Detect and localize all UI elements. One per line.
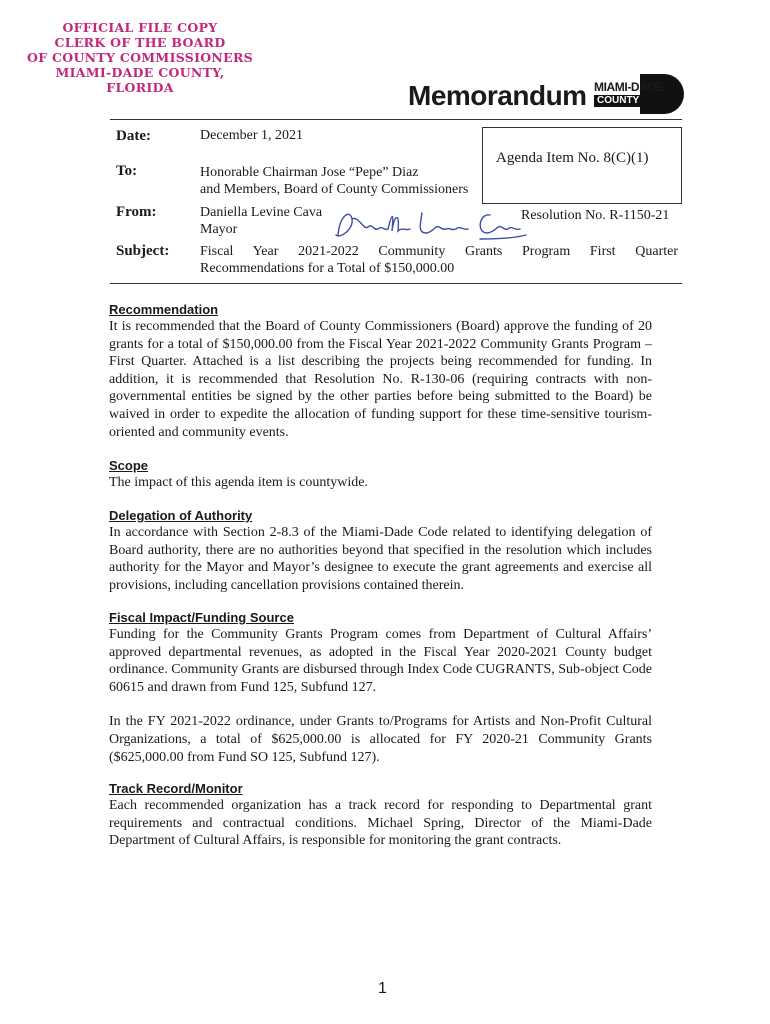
track-record-section	[109, 781, 652, 850]
section-heading: Delegation of Authority	[109, 508, 253, 523]
stamp-line-3: OF COUNTY COMMISSIONERS	[27, 50, 253, 65]
from-line-1: Daniella Levine Cava	[200, 205, 323, 220]
stamp-line-2: CLERK OF THE BOARD	[54, 35, 226, 50]
from-value	[200, 204, 322, 238]
section-body: The impact of this agenda item is countywide.	[109, 475, 368, 490]
recommendation-section	[109, 302, 652, 441]
logo-text-bottom: COUNTY	[594, 95, 642, 107]
section-body-paragraph-2: In the FY 2021-2022 ordinance, under Grants to/Programs for Artists and Non-Profit Cultural Organizations, a total of $625,000.00 is allocated for FY 2020-21 Community Grants ($625,000.00 from Fund SO 125, Subfund 127).	[109, 714, 652, 765]
subject-value	[200, 243, 678, 277]
section-body: It is recommended that the Board of County Commissioners (Board) approve the funding of 20 grants for a total of $150,000.00 from the Fiscal Year 2021-2022 Community Grants Program – First Quarter. Attached is a list describing the projects being recommended for funding. In addition, it is recommended that Resolution No. R-130-06 (requiring contracts with non-governmental entities be signed by the other parties before being submitted to the Board) be waived in order to expedite the allocation of funding support for these time-sensitive tourism-oriented and community events.	[109, 319, 652, 440]
from-label: From:	[116, 204, 157, 220]
delegation-of-authority-section	[109, 508, 652, 594]
fiscal-impact-section	[109, 610, 652, 766]
section-heading: Scope	[109, 458, 149, 473]
to-line-2: and Members, Board of County Commissioners	[200, 182, 469, 197]
header-bottom-rule	[110, 283, 682, 284]
scope-section	[109, 458, 652, 492]
to-line-1: Honorable Chairman Jose “Pepe” Diaz	[200, 165, 419, 180]
section-body: Funding for the Community Grants Program comes from Department of Cultural Affairs’ approved departmental revenues, as adopted in the Fiscal Year 2020-2021 County budget ordinance. Community Grants are disbursed through Index Code CUGRANTS, Sub-object Code 60615 and drawn from Fund 125, Subfund 127.	[109, 627, 652, 695]
stamp-line-1: OFFICIAL FILE COPY	[62, 20, 218, 35]
subject-line-1: Fiscal Year 2021-2022 Community Grants Program First Quarter	[200, 244, 678, 259]
logo-text-top: MIAMI-DADE	[594, 80, 664, 94]
miami-dade-county-logo	[594, 74, 684, 114]
section-heading: Fiscal Impact/Funding Source	[109, 610, 294, 625]
to-label: To:	[116, 163, 138, 179]
section-body: In accordance with Section 2-8.3 of the Miami-Dade Code related to identifying delegation of Board authority, there are no authorities beyond that specified in the resolution which includes authority for the Mayor and Mayor’s designee to execute the grant agreements and exercise all provisions, including cancellation provisions contained therein.	[109, 525, 652, 593]
section-heading: Track Record/Monitor	[109, 781, 243, 796]
section-body: Each recommended organization has a track record for responding to Departmental grant requirements and contractual conditions. Michael Spring, Director of the Miami-Dade Department of Cultural Affairs, is responsible for monitoring the grant contracts.	[109, 798, 652, 849]
agenda-item-number: Agenda Item No. 8(C)(1)	[496, 150, 649, 166]
memorandum-title: Memorandum	[408, 80, 587, 111]
official-file-copy-stamp	[20, 20, 260, 95]
mayor-signature	[330, 205, 530, 245]
to-value	[200, 164, 468, 198]
date-value: December 1, 2021	[200, 128, 304, 143]
page-number: 1	[378, 980, 387, 997]
resolution-number: Resolution No. R-1150-21	[521, 208, 670, 223]
subject-line-2: Recommendations for a Total of $150,000.00	[200, 261, 455, 276]
stamp-line-4: MIAMI-DADE COUNTY, FLORIDA	[55, 65, 225, 95]
header-top-rule	[110, 119, 682, 120]
subject-label: Subject:	[116, 243, 170, 259]
from-line-2: Mayor	[200, 222, 238, 237]
section-heading: Recommendation	[109, 302, 219, 317]
date-label: Date:	[116, 128, 151, 144]
